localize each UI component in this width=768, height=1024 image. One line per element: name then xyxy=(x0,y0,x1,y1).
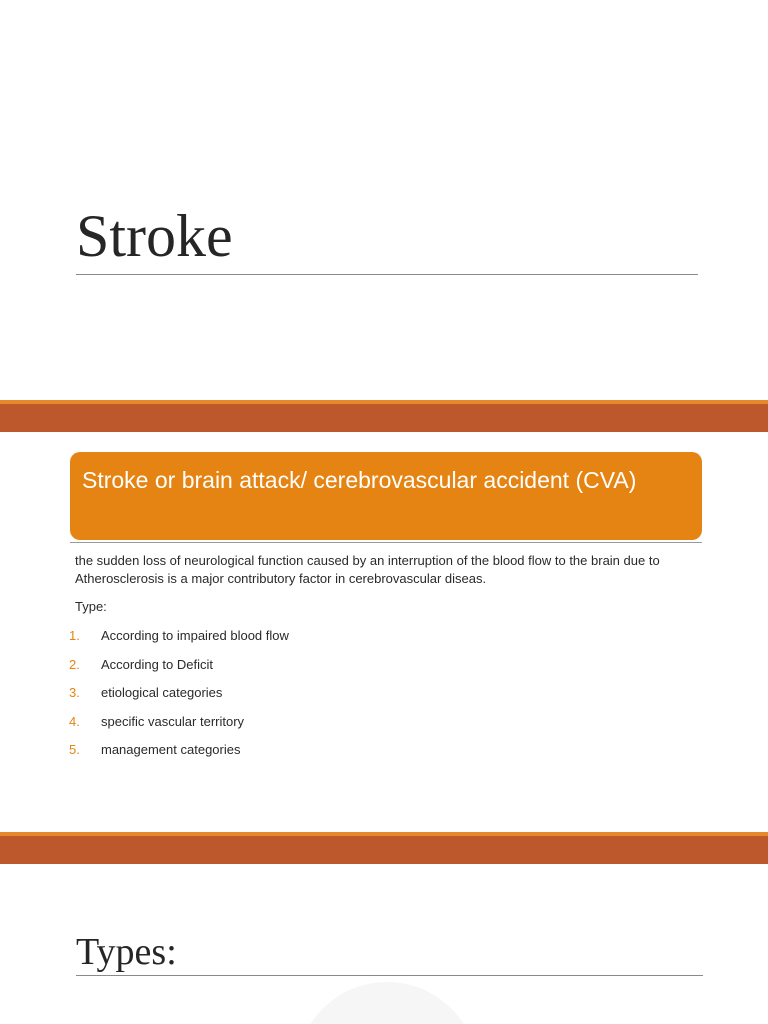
list-number: 2. xyxy=(69,656,80,672)
type-label: Type: xyxy=(75,599,107,614)
list-text: specific vascular territory xyxy=(101,713,245,729)
list-number: 1. xyxy=(69,628,80,643)
slide-title: Stroke xyxy=(76,203,233,269)
slide-title: Types: xyxy=(76,931,177,973)
list-text: According to impaired blood flow xyxy=(101,628,289,643)
separator-highlight xyxy=(0,400,768,404)
list-item xyxy=(69,627,669,656)
list-number: 3. xyxy=(69,685,80,700)
separator-highlight xyxy=(0,832,768,836)
list-text: According to Deficit xyxy=(101,656,213,672)
title-underline xyxy=(76,274,698,275)
heading-underline xyxy=(70,542,702,543)
list-item xyxy=(69,741,669,770)
slide-stroke-title xyxy=(0,0,768,400)
slide-stroke-definition xyxy=(0,432,768,832)
decorative-circle xyxy=(296,982,478,1024)
slide-heading: Stroke or brain attack/ cerebrovascular accident (CVA) xyxy=(82,467,637,493)
heading-banner xyxy=(70,452,702,540)
types-list xyxy=(69,627,669,770)
list-text: management categories xyxy=(101,742,241,757)
list-number: 5. xyxy=(69,742,80,757)
list-item xyxy=(69,684,669,713)
list-text: etiological categories xyxy=(101,685,223,700)
title-underline xyxy=(76,975,703,976)
slide-separator xyxy=(0,400,768,432)
list-number: 4. xyxy=(69,713,80,729)
list-item xyxy=(69,656,669,685)
definition-text: the sudden loss of neurological function caused by an interruption of the blood flow to the brain due to Atherosclerosis is a major contributory factor in cerebrovascular diseas. xyxy=(75,553,660,586)
slide-separator xyxy=(0,832,768,864)
slide-types xyxy=(0,864,768,1024)
list-item xyxy=(69,713,669,742)
